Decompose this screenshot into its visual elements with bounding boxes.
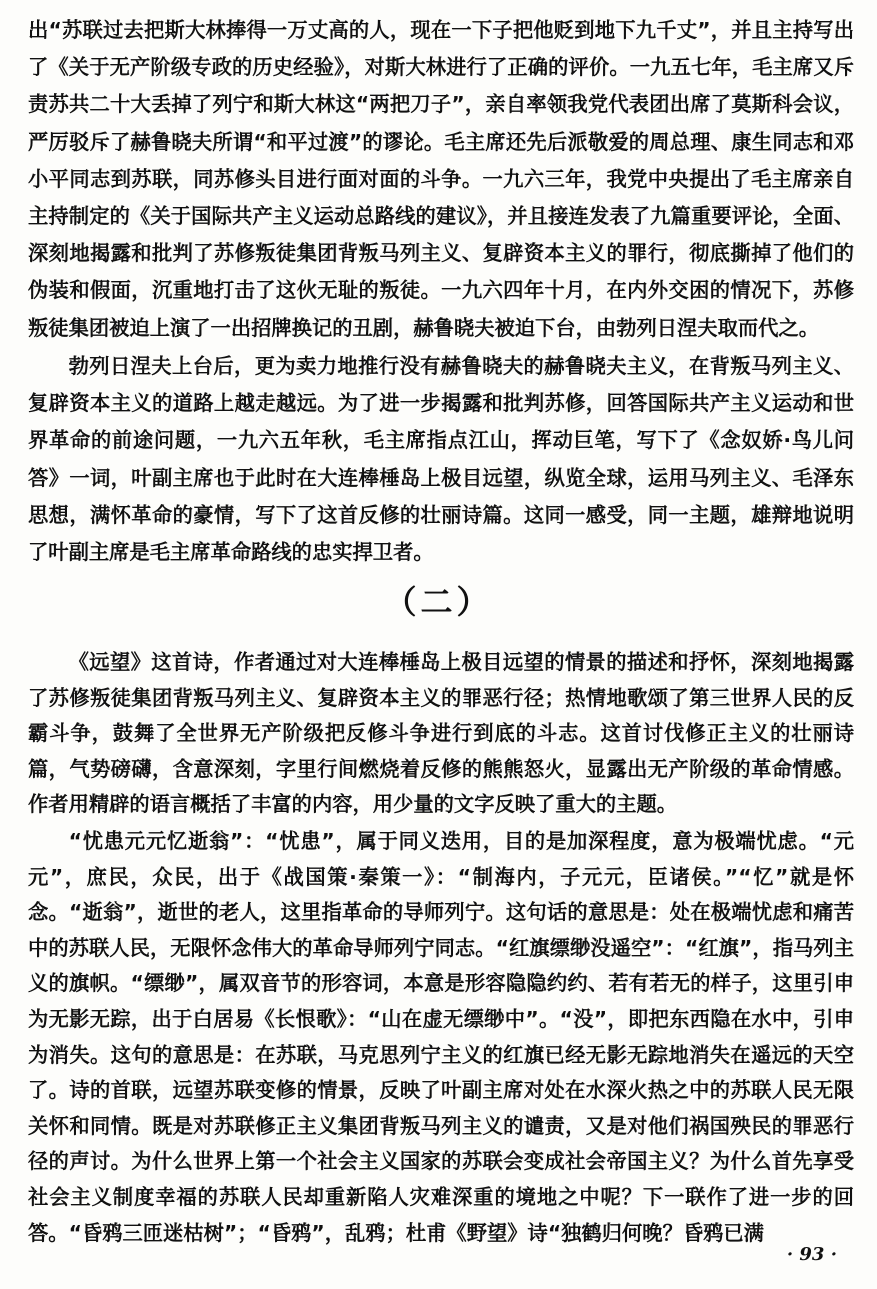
paragraph-1: 出“苏联过去把斯大林捧得一万丈高的人，现在一下子把他贬到地下九千丈”，并且主持写出了《关于无产阶级专政的历史经验》，对斯大林进行了正确的评价。一九五七年，毛主席又斥责苏共二十大丢掉了列宁和斯大林这“两把刀子”，亲自率领我党代表团出席了莫斯科会议，严厉驳斥了赫鲁晓夫所谓“和平过渡”的谬论。毛主席还先后派敬爱的周总理、康生同志和邓小平同志到苏联，同苏修头目进行面对面的斗争。一九六三年，我党中央提出了毛主席亲自主持制定的《关于国际共产主义运动总路线的建议》，并且接连发表了九篇重要评论，全面、深刻地揭露和批判了苏修叛徒集团背叛马列主义、复辟资本主义的罪行，彻底撕掉了他们的伪装和假面，沉重地打击了这伙无耻的叛徒。一九六四年十月，在内外交困的情况下，苏修叛徒集团被迫上演了一出招牌换记的丑剧，赫鲁晓夫被迫下台，由勃列日涅夫取而代之。 bbox=[28, 18, 854, 340]
paragraph-4: “忧患元元忆逝翁”：“忧患”，属于同义迭用，目的是加深程度，意为极端忧虑。“元元”，庶民，众民，出于《战国策·秦策一》：“制海内，子元元，臣诸侯。”“忆”就是怀念。“逝翁”，逝世的老人，这里指革命的导师列宁。这句话的意思是：处在极端忧虑和痛苦中的苏联人民，无限怀念伟大的革命导师列宁同志。“红旗缥缈没遥空”：“红旗”，指马列主义的旗帜。“缥缈”，属双音节的形容词，本意是形容隐隐约约、若有若无的样子，这里引申为无影无踪，出于白居易《长恨歌》：“山在虚无缥缈中”。“没”，即把东西隐在水中，引申为消失。这句的意思是：在苏联，马克思列宁主义的红旗已经无影无踪地消失在遥远的天空了。诗的首联，远望苏联变修的情景，反映了叶副主席对处在水深火热之中的苏联人民无限关怀和同情。既是对苏联修正主义集团背叛马列主义的谴责，又是对他们祸国殃民的罪恶行径的声讨。为什么世界上第一个社会主义国家的苏联会变成社会帝国主义？为什么首先享受社会主义制度幸福的苏联人民却重新陷人灾难深重的境地之中呢？下一联作了进一步的回答。 bbox=[28, 829, 854, 1245]
page-number: · 93 · bbox=[786, 1244, 837, 1265]
paragraph-5: “昏鸦三匝迷枯树”；“昏鸦”，乱鸦；杜甫《野望》诗“独鹤归何晚？昏鸦已满 bbox=[68, 1221, 764, 1245]
paragraph-3: 《远望》这首诗，作者通过对大连棒棰岛上极目远望的情景的描述和抒怀，深刻地揭露了苏修叛徒集团背叛马列主义、复辟资本主义的罪恶行径；热情地歌颂了第三世界人民的反霸斗争，鼓舞了全世界无产阶级把反修斗争进行到底的斗志。这首讨伐修正主义的壮丽诗篇，气势磅礴，含意深刻，字里行间燃烧着反修的熊熊怒火，显露出无产阶级的革命情感。作者用精辟的语言概括了丰富的内容，用少量的文字反映了重大的主题。 bbox=[28, 650, 854, 817]
section-heading: （二） bbox=[384, 583, 493, 621]
paragraph-2: 勃列日涅夫上台后，更为卖力地推行没有赫鲁晓夫的赫鲁晓夫主义，在背叛马列主义、复辟资本主义的道路上越走越远。为了进一步揭露和批判苏修，回答国际共产主义运动和世界革命的前途问题，一九六五年秋，毛主席指点江山，挥动巨笔，写下了《念奴娇·鸟儿问答》一词，叶副主席也于此时在大连棒棰岛上极目远望，纵览全球，运用马列主义、毛泽东思想，满怀革命的豪情，写下了这首反修的壮丽诗篇。这同一感受，同一主题，雄辩地说明了叶副主席是毛主席革命路线的忠实捍卫者。 bbox=[28, 354, 854, 565]
